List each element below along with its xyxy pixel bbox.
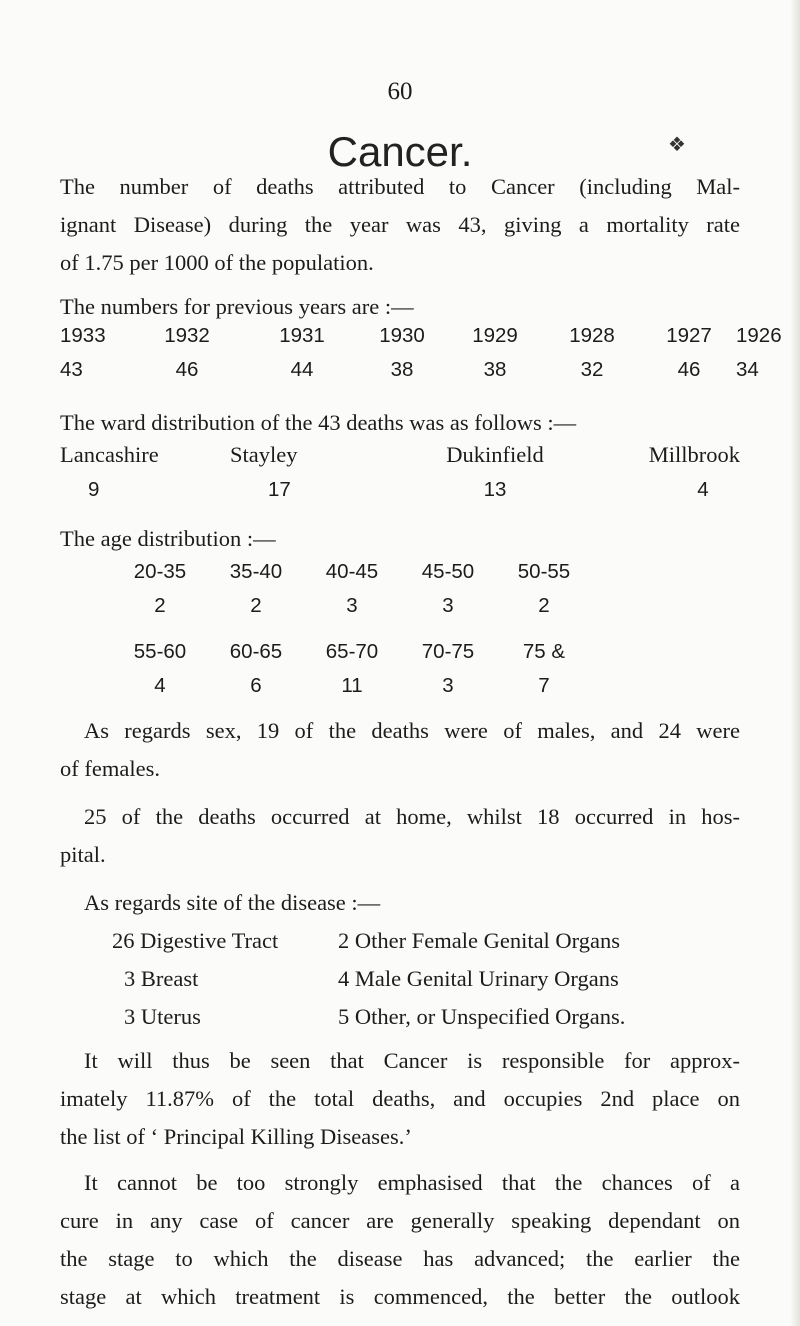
age-count: 2 xyxy=(538,594,550,617)
place-line-2: pital. xyxy=(60,842,106,867)
cure-line-3: the stage to which the disease has advanced; the earlier the xyxy=(60,1246,740,1271)
ward-count: 4 xyxy=(697,478,709,501)
year-cell: 1931 xyxy=(279,324,325,347)
age-count: 2 xyxy=(154,594,166,617)
site-list-left xyxy=(112,922,278,1036)
intro-line-1: The number of deaths attributed to Cancer (including Mal- xyxy=(60,174,740,199)
count-cell: 44 xyxy=(290,358,314,381)
ward-heading: The ward distribution of the 43 deaths was as follows :— xyxy=(60,410,577,435)
sex-line-1: As regards sex, 19 of the deaths were of males, and 24 were xyxy=(84,718,740,743)
page-title: Cancer. xyxy=(327,128,473,175)
age-group: 65-70 xyxy=(325,640,379,663)
age-group: 45-50 xyxy=(421,560,475,583)
count-cell: 32 xyxy=(580,358,604,381)
site-item: 4 Male Genital Urinary Organs xyxy=(338,966,619,991)
count-cell: 46 xyxy=(175,358,199,381)
previous-years-heading: The numbers for previous years are :— xyxy=(60,294,414,319)
year-cell: 1928 xyxy=(569,324,615,347)
age-group: 20-35 xyxy=(133,560,187,583)
age-group: 35-40 xyxy=(229,560,283,583)
age-count: 3 xyxy=(442,594,454,617)
ward-name: Millbrook xyxy=(648,442,740,467)
count-cell: 43 xyxy=(60,358,83,381)
cure-line-2: cure in any case of cancer are generally speaking dependant on xyxy=(60,1208,740,1233)
year-cell: 1930 xyxy=(379,324,425,347)
age-count: 6 xyxy=(250,674,262,697)
count-cell: 46 xyxy=(677,358,701,381)
page-edge-shadow xyxy=(790,0,800,1326)
count-cell: 34 xyxy=(736,358,759,381)
responsibility-line-1: It will thus be seen that Cancer is responsible for approx- xyxy=(84,1048,740,1073)
ward-count: 17 xyxy=(268,478,291,501)
site-item: 5 Other, or Unspecified Organs. xyxy=(338,1004,626,1029)
site-heading: As regards site of the disease :— xyxy=(84,890,381,915)
site-item: 3 Breast xyxy=(124,966,199,991)
ward-name: Lancashire xyxy=(60,442,159,467)
age-groups-row-2 xyxy=(112,640,592,664)
age-count: 7 xyxy=(538,674,550,697)
page-number: 60 xyxy=(387,78,413,105)
previous-counts-row xyxy=(60,358,759,382)
age-heading: The age distribution :— xyxy=(60,526,276,551)
age-group: 75 & xyxy=(522,640,566,663)
age-group: 40-45 xyxy=(325,560,379,583)
site-item: 26 Digestive Tract xyxy=(112,928,279,953)
responsibility-line-3: the list of ‘ Principal Killing Diseases.’ xyxy=(60,1124,412,1149)
year-cell: 1926 xyxy=(736,324,782,347)
year-cell: 1929 xyxy=(472,324,518,347)
cure-line-4: stage at which treatment is commenced, the better the outlook xyxy=(60,1284,740,1309)
age-group: 60-65 xyxy=(229,640,283,663)
year-cell: 1933 xyxy=(60,324,106,347)
ward-name: Stayley xyxy=(230,442,298,467)
cure-line-1: It cannot be too strongly emphasised that the chances of a xyxy=(84,1170,740,1195)
year-cell: 1927 xyxy=(666,324,712,347)
ward-count: 13 xyxy=(483,478,507,501)
site-item: 2 Other Female Genital Organs xyxy=(338,928,621,953)
intro-line-3: of 1.75 per 1000 of the population. xyxy=(60,250,374,275)
count-cell: 38 xyxy=(390,358,414,381)
age-count: 2 xyxy=(250,594,262,617)
previous-years-row xyxy=(60,324,782,348)
age-counts-row-1 xyxy=(112,594,592,618)
ward-counts-row xyxy=(60,478,740,502)
ward-names-row xyxy=(60,442,740,468)
count-cell: 38 xyxy=(483,358,507,381)
place-line-1: 25 of the deaths occurred at home, whilst 18 occurred in hos- xyxy=(84,804,740,829)
age-group: 70-75 xyxy=(421,640,475,663)
age-groups-row-1 xyxy=(112,560,592,584)
age-count: 11 xyxy=(341,674,363,697)
site-list-right xyxy=(338,922,625,1036)
age-count: 4 xyxy=(154,674,166,697)
intro-line-2: ignant Disease) during the year was 43, giving a mortality rate xyxy=(60,212,740,237)
responsibility-line-2: imately 11.87% of the total deaths, and occupies 2nd place on xyxy=(60,1086,740,1111)
year-cell: 1932 xyxy=(164,324,210,347)
age-group: 55-60 xyxy=(133,640,187,663)
age-counts-row-2 xyxy=(112,674,592,698)
age-group: 50-55 xyxy=(517,560,571,583)
ward-count: 9 xyxy=(88,478,100,501)
age-count: 3 xyxy=(442,674,454,697)
ward-name: Dukinfield xyxy=(446,442,544,467)
sex-line-2: of females. xyxy=(60,756,160,781)
ink-mark-icon: ❖ xyxy=(668,134,686,156)
site-item: 3 Uterus xyxy=(124,1004,201,1029)
age-count: 3 xyxy=(346,594,358,617)
